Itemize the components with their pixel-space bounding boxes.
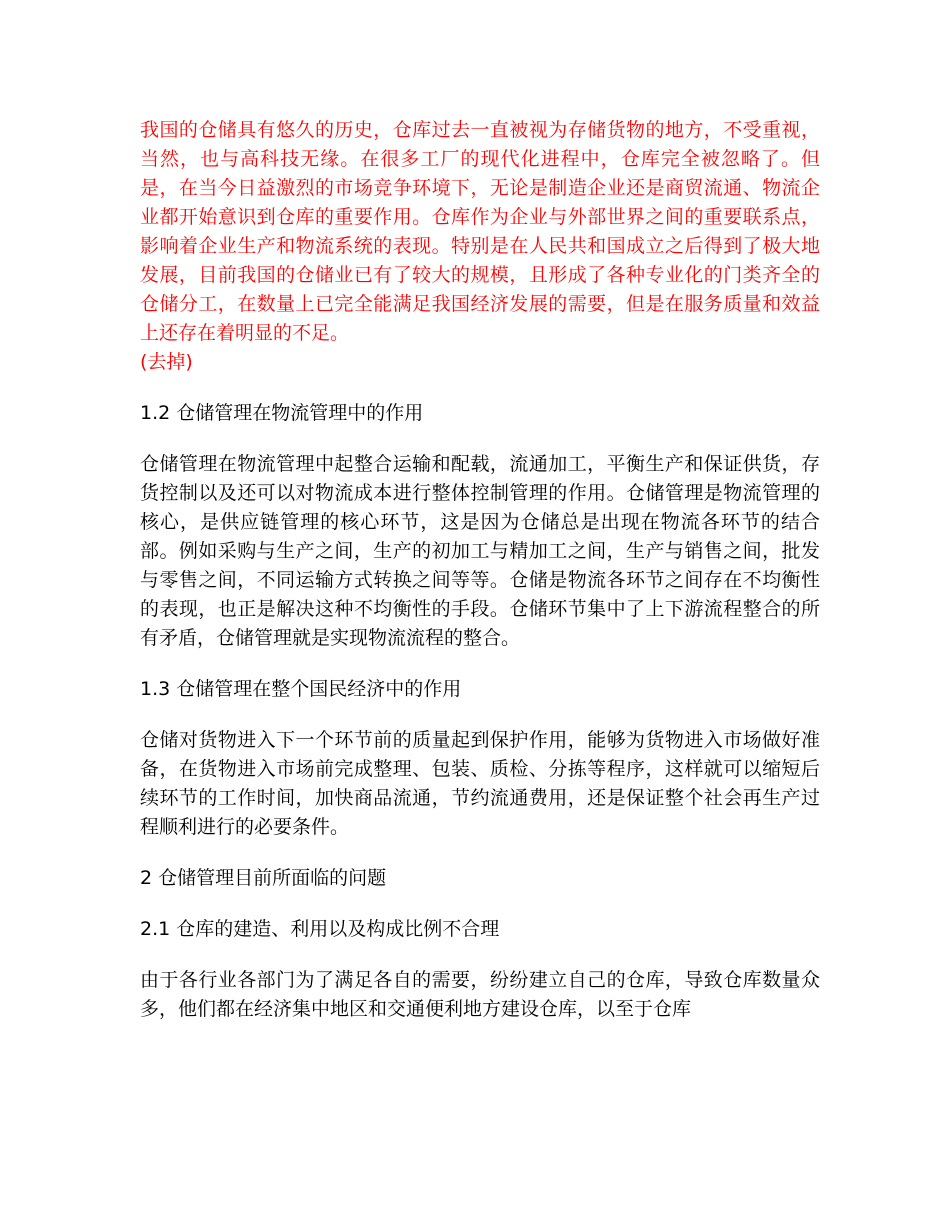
- section-body-1-3: 仓储对货物进入下一个环节前的质量起到保护作用，能够为货物进入市场做好准备，在货物进入市场前完成整理、包装、质检、分拣等程序，这样就可以缩短后续环节的工作时间，加快商品流通，节约流通费用，还是保证整个社会再生产过程顺利进行的必要条件。: [140, 729, 820, 838]
- section-heading-2: 2 仓储管理目前所面临的问题: [140, 867, 387, 889]
- document-page: [140, 116, 820, 1024]
- section-heading-1-3: 1.3 仓储管理在整个国民经济中的作用: [140, 678, 462, 700]
- section-body-2-1: 由于各行业各部门为了满足各自的需要，纷纷建立自己的仓库，导致仓库数量众多，他们都在经济集中地区和交通便利地方建设仓库，以至于仓库: [140, 969, 820, 1020]
- intro-paragraph: 我国的仓储具有悠久的历史，仓库过去一直被视为存储货物的地方，不受重视，当然，也与高科技无缘。在很多工厂的现代化进程中，仓库完全被忽略了。但是，在当今日益激烈的市场竞争环境下，无论是制造企业还是商贸流通、物流企业都开始意识到仓库的重要作用。仓库作为企业与外部世界之间的重要联系点，影响着企业生产和物流系统的表现。特别是在人民共和国成立之后得到了极大地发展，目前我国的仓储业已有了较大的规模，且形成了各种专业化的门类齐全的仓储分工，在数量上已完全能满足我国经济发展的需要，但是在服务质量和效益上还存在着明显的不足。: [140, 119, 820, 344]
- intro-remark: (去掉): [140, 351, 193, 373]
- section-body-1-2: 仓储管理在物流管理中起整合运输和配载，流通加工，平衡生产和保证供货，存货控制以及还可以对物流成本进行整体控制管理的作用。仓储管理是物流管理的核心，是供应链管理的核心环节，这是因为仓储总是出现在物流各环节的结合部。例如采购与生产之间，生产的初加工与精加工之间，生产与销售之间，批发与零售之间，不同运输方式转换之间等等。仓储是物流各环节之间存在不均衡性的表现，也正是解决这种不均衡性的手段。仓储环节集中了上下游流程整合的所有矛盾，仓储管理就是实现物流流程的整合。: [140, 453, 820, 649]
- section-heading-2-1: 2.1 仓库的建造、利用以及构成比例不合理: [140, 918, 500, 940]
- section-heading-1-2: 1.2 仓储管理在物流管理中的作用: [140, 402, 424, 424]
